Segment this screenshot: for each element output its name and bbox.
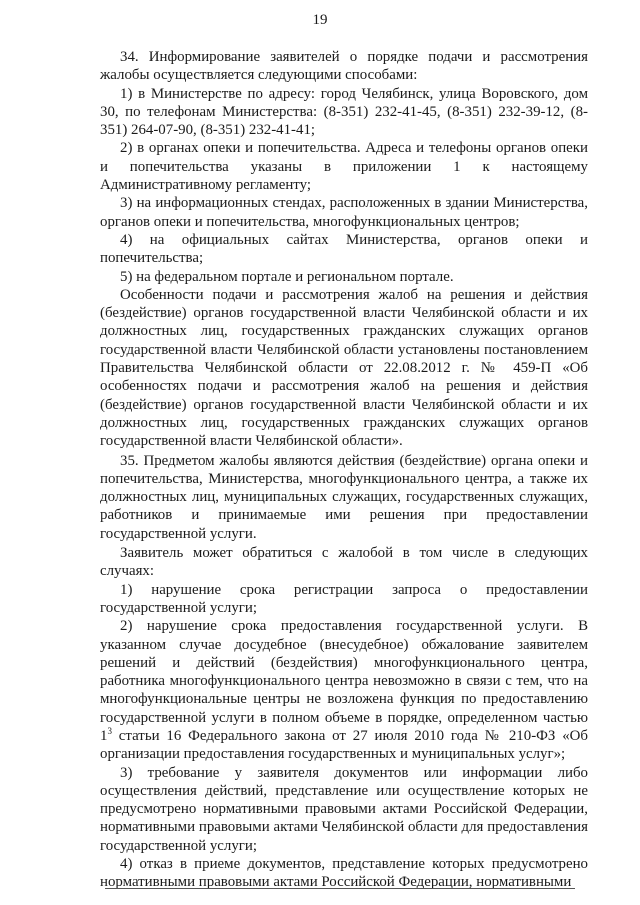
case-item-registration-deadline: 1) нарушение срока регистрации запроса о предоставлении государственной услуги; [100, 581, 588, 616]
paragraph-34-intro: 34. Информирование заявителей о порядке подачи и рассмотрения жалобы осуществляется следующими способами: [100, 49, 588, 84]
page-number: 19 [312, 12, 328, 28]
case-item-service-deadline-text-cont: статьи 16 Федерального закона от 27 июля 2010 года № 210-ФЗ «Об организации предоставления государственных и муниципальных услуг»; [100, 727, 588, 763]
document-body [100, 48, 588, 892]
list-item-portals: 5) на федеральном портале и региональном портале. [120, 268, 454, 285]
superscript: 3 [107, 726, 112, 737]
case-item-document-demand: 3) требование у заявителя документов или информации либо осуществления действий, представление или осуществление которых не предусмотрено нормативными правовыми актами Российской Федерации, нормативными правовыми актами Челябинской области для предоставления государственной услуги; [100, 764, 588, 854]
case-item-refusal: 4) отказ в приеме документов, представление которых предусмотрено нормативными правовыми актами Российской Федерации, нормативными [100, 856, 588, 891]
list-item-information-stands: 3) на информационных стендах, расположенных в здании Министерства, органов опеки и попечительства, многофункциональных центров; [100, 195, 588, 230]
list-item-ministry-address: 1) в Министерстве по адресу: город Челябинск, улица Воровского, дом 30, по телефонам Министерства: (8-351) 232-41-45, (8-351) 232-39-12, (8-351) 264-07-90, (8-351) 232-41-41; [100, 85, 588, 139]
paragraph-cases-intro: Заявитель может обратиться с жалобой в том числе в следующих случаях: [100, 545, 588, 580]
footer-divider [105, 888, 575, 889]
case-item-service-deadline [100, 617, 588, 763]
list-item-guardianship-bodies: 2) в органах опеки и попечительства. Адреса и телефоны органов опеки и попечительства указаны в приложении 1 к настоящему Административному регламенту; [100, 140, 588, 194]
paragraph-35-subject: 35. Предметом жалобы являются действия (бездействие) органа опеки и попечительства, Министерства, многофункционального центра, а также их должностных лиц, муниципальных служащих, государственных служащих, работников и принимаемые ими решения при предоставлении государственной услуги. [100, 452, 588, 542]
paragraph-complaint-features: Особенности подачи и рассмотрения жалоб на решения и действия (бездействие) органов государственной власти Челябинской области и их должностных лиц, государственных гражданских служащих органов государственной власти Челябинской области установлены постановлением Правительства Челябинской области от 22.08.2012 г. № 459-П «Об особенностях подачи и рассмотрения жалоб на решения и действия (бездействие) органов государственной власти Челябинской области и их должностных лиц, государственных гражданских служащих органов государственной власти Челябинской области». [100, 286, 588, 450]
list-item-official-websites: 4) на официальных сайтах Министерства, органов опеки и попечительства; [100, 231, 588, 267]
case-item-service-deadline-text: 2) нарушение срока предоставления государственной услуги. В указанном случае досудебное (внесудебное) обжалование заявителем решений и действий (бездействия) многофункционального центра, работника многофункционального центра невозможно в связи с тем, что на многофункциональные центры не возложена функция по предоставлению государственной услуги в полном объеме в порядке, определенном частью 1 [100, 618, 588, 744]
